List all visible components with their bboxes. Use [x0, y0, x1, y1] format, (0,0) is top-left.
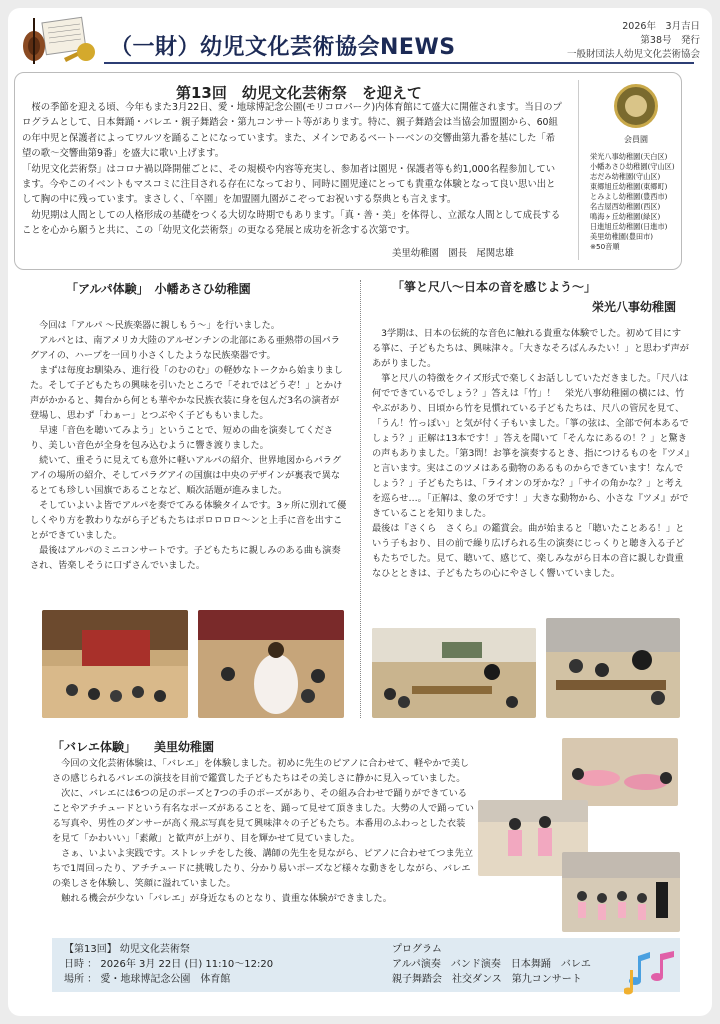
koto-trial-photo	[546, 618, 680, 718]
ballet-section-body	[52, 756, 474, 906]
program-label: プログラム	[392, 944, 442, 955]
event-name: 【第13回】 幼児文化芸術祭	[64, 944, 190, 955]
harp-paragraph: 早速「音色を聴いてみよう」ということで、短めの曲を演奏してくださり、美しい音色が全身を包み込むように響き渡りました。	[30, 425, 334, 451]
koto-paragraph: 箏と尺八の特徴をクイズ形式で楽しくお話ししていただきました。「尺八は何でできているでしょう？」答えは「竹」！ 栄光八事幼稚園の横には、竹やぶがあり、日頃から竹を見慣れている子どもたちは、尺八の管尻を見て、「うん！竹っぽい」と気が付く子もいました。「箏の弦は、全部で何本あるでしょう？」正解は13本です！」答えを聞いて「そんなにあるの！？」と驚きの声もありました。「第3問！お箏を演奏するとき、指につけるものを『ツメ』と言います。実はこのツメはある動物のあるものからできています！なんでしょう？」子どもたちは、「ライオンの牙かな？」「サイの角かな？」と考えを巡らせ…。「正解は、象の牙です！」大きな動物から、小さな『ツメ』ができていることを知りました。	[372, 373, 690, 519]
harp-paragraph: 続いて、重そうに見えても意外に軽いアルパの紹介、世界地図からパラグアイの場所の紹介、そしてパラグアイの国旗は中央のデザインが裏表で異なるとても珍しい国旗であることなど、順次話題が進みました。	[30, 455, 342, 496]
koto-section-title: 「箏と尺八～日本の音を感じよう～」	[392, 280, 597, 294]
member-item: 志だみ幼稚園(守山区)	[590, 172, 661, 181]
issue-date: 2026年 3月吉日	[622, 21, 700, 32]
column-separator	[360, 280, 361, 718]
event-date-label: 日時 ：	[64, 959, 98, 970]
member-item: 栄光八事幼稚園(天白区)	[590, 152, 668, 161]
harp-section-title: 「アルパ体験」 小幡あさひ幼稚園	[66, 282, 251, 296]
member-item: ※50音順	[590, 242, 620, 251]
feature-paragraph: 幼児期は人間としての人格形成の基礎をつくる大切な時期でもあります。「真・善・美」を体得し、立派な人間として成長することを心から願うと共に、この「幼児文化芸術祭」の更なる発展と成功を祈念する次第です。	[22, 209, 561, 237]
member-item: 名古屋西幼稚園(西区)	[590, 202, 661, 211]
ballet-paragraph: 触れる機会が少ない「バレエ」が身近なものとなり、貴重な体験ができました。	[52, 893, 392, 904]
member-item: 美里幼稚園(豊田市)	[590, 232, 654, 241]
koto-section-school: 栄光八事幼稚園	[592, 300, 677, 314]
harp-paragraph: そしていよいよ皆でアルパを奏でてみる体験タイムです。3ヶ所に別れて優しくやり方を教わりながら子どもたちはポロロロロ～ンと上手に音を出すことができていました。	[30, 500, 347, 541]
member-item: 日進旭丘幼稚園(日進市)	[590, 222, 668, 231]
members-title: 会員園	[624, 135, 648, 144]
koto-paragraph: 3学期は、日本の伝統的な音色に触れる貴重な体験でした。初めて目にする箏に、子どもたちは、興味津々。「大きなそろばんみたい！」と思わず声があがりました。	[372, 328, 689, 369]
koto-section-body	[372, 326, 690, 581]
ballet-section-title: 「バレエ体験」 美里幼稚園	[52, 740, 215, 754]
ballet-stretch-photo	[562, 738, 678, 806]
event-details	[64, 942, 273, 987]
harp-hands-on-photo	[198, 610, 344, 718]
header-rule	[104, 62, 694, 64]
feature-paragraph: 桜の季節を迎える頃、今年もまた3月22日、愛・地球博記念公園(モリコロパーク)内体育館にて盛大に開催されます。当日のプログラムとして、日本舞踊・バレエ・親子舞踏会・第九コンサート等があります。特に、親子舞踏会は当協会加盟園から、60組の年中児と保護者によってワルツを踊ることになっています。また、メインであるベートーベンの交響曲第九番を基にした「希望の歌～交響曲第9番」を盛大に歌い上げます。	[22, 102, 562, 160]
harp-paragraph: アルパとは、南アメリカ大陸のアルゼンチンの北部にある亜熱帯の国パラグアイの、ハープを一回り小さくしたような民族楽器です。	[30, 335, 340, 361]
newsletter-title: （一財）幼児文化芸術協会NEWS	[110, 35, 456, 60]
ballet-group-photo	[562, 852, 680, 932]
music-instruments-illustration	[14, 14, 106, 68]
event-place-row	[64, 972, 273, 987]
event-program	[392, 942, 591, 987]
member-item: 小幡あさひ幼稚園(守山区)	[590, 162, 675, 171]
issue-info	[567, 20, 700, 62]
feature-signature: 美里幼稚園 園長 尾関忠雄	[392, 248, 514, 259]
members-list	[590, 152, 675, 252]
member-item: 鳴海ヶ丘幼稚園(緑区)	[590, 212, 661, 221]
koto-paragraph: 最後は『さくら さくら』の鑑賞会。曲が始まると「聴いたことある！」という子もおり、目の前で繰り広げられる生の演奏にじっくりと聴き入る子どもたちでした。見て、聴いて、感じて、楽しみながら日本の音に親しむ貴重なひとときは、子どもたちの心にやさしく響いていました。	[372, 523, 685, 579]
event-date-row	[64, 957, 273, 972]
member-item: 東郷旭丘幼稚園(東郷町)	[590, 182, 668, 191]
event-place-label: 場所 ：	[64, 974, 98, 985]
ballet-paragraph: さぁ、いよいよ実践です。ストレッチをした後、講師の先生を見ながら、ピアノに合わせてつま先立ちで1周回ったり、アチチュードに挑戦したり、分かり易いポーズなど様々な動きをしながら、バレエの楽しさを体験し、笑顔に溢れていました。	[52, 848, 474, 889]
feature-body	[22, 100, 562, 239]
feature-title: 第13回 幼児文化芸術祭 を迎えて	[176, 84, 422, 102]
harp-paragraph: 今回は「アルパ ～民族楽器に親しもう～」を行いました。	[30, 320, 280, 331]
member-item: とみよし幼稚園(豊西市)	[590, 192, 668, 201]
harp-paragraph: 最後はアルパのミニコンサートです。子どもたちに親しみのある曲も演奏され、皆楽しそうに口ずさんでいました。	[30, 545, 341, 571]
ballet-paragraph: 今回の文化芸術体験は、「バレエ」を体験しました。初めに先生のピアノに合わせて、軽やかで美しさの感じられるバレエの演技を目前で鑑賞した子どもたちはその美しさに静かに見入っていました。	[52, 758, 470, 784]
harp-section-body	[30, 318, 348, 573]
koto-performance-photo	[372, 628, 536, 718]
issue-number: 第38号 発行	[640, 35, 700, 46]
ballet-paragraph: 次に、バレエには6つの足のポーズと7つの手のポーズがあり、その組み合わせで踊りができていることやアチチュードという有名なポーズがあることを、踊って見せて頂きました。大勢の人で踊っている写真や、男性のダンサーが高く飛ぶ写真を見て興味津々の子どもたち。本番用のふわっとした衣装を見て「かわいい」「素敵」と歓声が上がり、目を輝かせて見ていました。	[52, 788, 474, 844]
program-line: アルパ演奏 バンド演奏 日本舞踊 バレエ	[392, 959, 591, 970]
music-notes-icon	[624, 950, 680, 996]
association-emblem-icon	[614, 84, 658, 128]
event-place: 愛・地球博記念公園 体育館	[100, 974, 231, 985]
feature-divider	[578, 80, 579, 260]
harp-paragraph: まずは毎度お馴染み、進行役「のむのむ」の軽妙なトークから始まりました。そして子どもたちの興味を引いたところで「それではどうぞ！」とかけ声がかかると、舞台から何とも華やかな民族衣装に身を包んだ3名の演者が登場し、思わず「わぁー」とつぶやく子どももいました。	[30, 365, 343, 421]
event-date: 2026年 3月 22日 (日) 11:10～12:20	[100, 959, 274, 970]
program-line: 親子舞踏会 社交ダンス 第九コンサート	[392, 974, 582, 985]
harp-stage-photo	[42, 610, 188, 718]
publisher: 一般財団法人幼児文化芸術協会	[566, 49, 700, 60]
feature-paragraph: 「幼児文化芸術祭」はコロナ禍以降開催ごとに、その規模や内容等充実し、参加者は園児・保護者等も約1,000名程参加しています。今やこのイベントもマスコミに注目される存在になっており、同時に園児達にとっても貴重な体験となって良い思い出として胸の中に残っています。まさしく、「卒園」を加盟園九園がこぞってお祝いする祭典とも言えます。	[22, 163, 556, 206]
